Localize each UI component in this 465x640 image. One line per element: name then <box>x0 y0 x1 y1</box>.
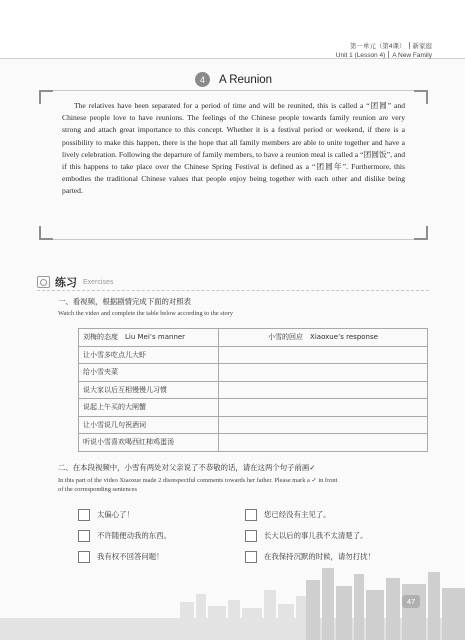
lesson-number-badge: 4 <box>195 72 210 87</box>
city-skyline-illustration <box>0 560 465 640</box>
table-row <box>79 399 428 417</box>
checkbox[interactable] <box>78 509 90 521</box>
frame-corner <box>414 226 428 240</box>
response-answer-cell[interactable] <box>219 434 428 452</box>
question-2-en-line2: of the corresponding sentences <box>58 486 137 493</box>
question-1-en: Watch the video and complete the table below according to the story <box>58 310 233 317</box>
running-header-zh <box>336 42 432 51</box>
story-box <box>39 90 428 240</box>
exercises-divider <box>37 290 429 291</box>
table-row <box>79 434 428 452</box>
frame-corner <box>39 90 53 104</box>
question-2-en-line1: In this part of the video Xiaoxue made 2 disrespectful comments towards her father. Please mark a ✓ in front <box>58 477 338 484</box>
frame-edge <box>53 239 414 240</box>
table-cell-manner: 让小雪多吃点儿大虾 <box>79 346 219 364</box>
column-header-liu-mei: 刘梅的态度 Liu Mei’s manner <box>79 329 219 347</box>
exercises-title-zh: 练习 <box>55 276 77 289</box>
lesson-title <box>195 72 272 87</box>
table-header-row <box>79 329 428 347</box>
lesson-name: A Reunion <box>219 73 273 86</box>
frame-edge <box>53 90 414 91</box>
frame-corner <box>414 90 428 104</box>
response-answer-cell[interactable] <box>219 416 428 434</box>
header-separator <box>388 51 389 58</box>
exercises-title-en: Exercises <box>83 278 114 286</box>
book-zh: 新家庭 <box>412 43 432 50</box>
question-2-zh: 二、在本段视频中，小雪有两处对父亲说了不恭敬的话，请在这两个句子前画✓ <box>58 463 316 472</box>
checkbox[interactable] <box>245 530 257 542</box>
unit-zh: 第一单元（第4课） <box>349 43 406 50</box>
question-2 <box>58 462 337 494</box>
table-row <box>79 381 428 399</box>
option-label: 您已经没有主见了。 <box>264 510 331 519</box>
table-row <box>79 416 428 434</box>
table-row <box>79 346 428 364</box>
exercise-icon-inner <box>40 279 47 286</box>
option-label: 长大以后的事儿我不太清楚了。 <box>264 531 368 540</box>
question-1-zh: 一、看视频，根据剧情完成下面的对照表 <box>58 297 192 306</box>
table-cell-manner: 让小雪说几句祝酒词 <box>79 416 219 434</box>
option-label: 我有权不回答问题！ <box>97 552 164 561</box>
running-header-en <box>336 51 432 60</box>
exercise-icon <box>37 276 50 288</box>
option-label: 不许随便动我的东西。 <box>97 531 171 540</box>
option-item <box>245 527 375 544</box>
running-header <box>336 42 432 60</box>
checkbox[interactable] <box>245 509 257 521</box>
option-label: 在我保持沉默的时候，请勿打扰！ <box>264 552 375 561</box>
table-cell-manner: 说大家以后互相慢慢儿习惯 <box>79 381 219 399</box>
unit-en: Unit 1 (Lesson 4) <box>335 52 386 59</box>
book-en: A New Family <box>392 52 432 59</box>
table-cell-manner: 说起上午买的大闸蟹 <box>79 399 219 417</box>
option-item <box>78 527 171 544</box>
option-item <box>245 506 375 523</box>
response-answer-cell[interactable] <box>219 364 428 382</box>
option-label: 太偏心了！ <box>97 510 134 519</box>
exercises-header <box>37 274 113 290</box>
table-cell-manner: 给小雪夹菜 <box>79 364 219 382</box>
response-answer-cell[interactable] <box>219 399 428 417</box>
header-separator <box>409 42 410 49</box>
story-paragraph: The relatives have been separated for a period of time and will be reunited, this is called a “团圆” and Chinese people love to have reunions. The feelings of the Chinese people towards family reunion are very strong and attach great importance to this concept. Whether it is a festival period or weekend, if there is a possibility to make this happen, there is the hope that all family members are able to unite together and have a lively celebration. Following the departure of family members, to have a reunion meal is called a “团圆饭”, and if this happens to take place over the Chinese Spring Festival is defined as a “团圆年”. Furthermore, this embodies the traditional Chinese values that people enjoy being together with each other and dislike being parted. <box>62 101 405 196</box>
checkbox[interactable] <box>78 530 90 542</box>
table-cell-manner: 听说小雪喜欢喝西红柿鸡蛋汤 <box>79 434 219 452</box>
response-answer-cell[interactable] <box>219 381 428 399</box>
option-item <box>78 506 171 523</box>
question-1 <box>58 296 233 317</box>
table-row <box>79 364 428 382</box>
comparison-table <box>78 328 428 452</box>
response-answer-cell[interactable] <box>219 346 428 364</box>
column-header-xiaoxue: 小雪的回应 Xiaoxue’s response <box>219 329 428 347</box>
page-number: 47 <box>402 595 420 608</box>
frame-corner <box>39 226 53 240</box>
